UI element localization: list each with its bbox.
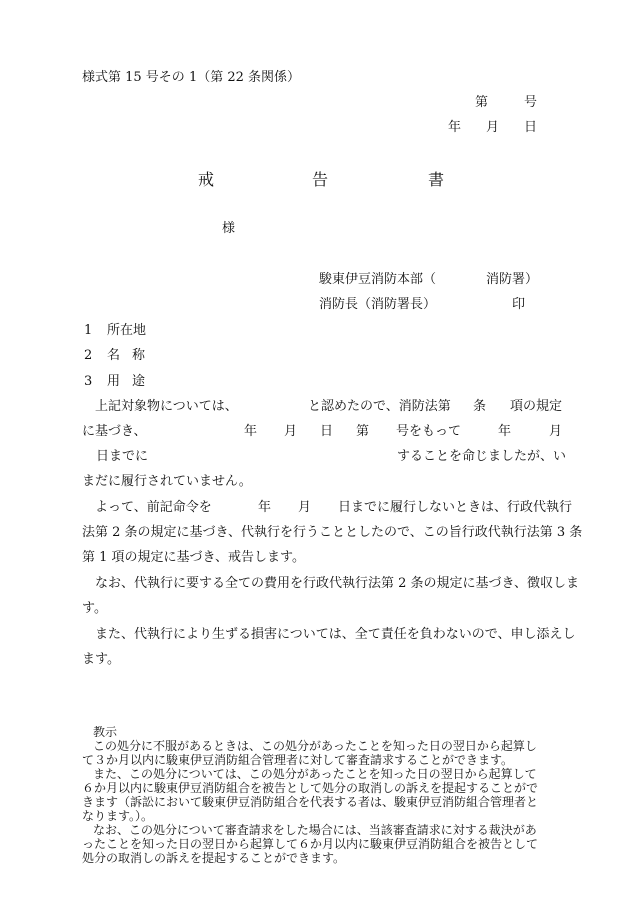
p1-l2-h: 月 (549, 424, 563, 439)
p3-l1: なお、代執行に要する全ての費用を行政代執行法第 2 条の規定に基づき、徴収しま (95, 576, 580, 591)
p4-l1: また、代執行により生ずる損害については、全て責任を負わないので、申し添えし (95, 627, 576, 642)
issuer-line1-b: 消防署） (486, 272, 539, 287)
instruction-line-9: 処分の取消しの訴えを提起することができます。 (82, 851, 346, 865)
title-char-kai: 戒 (198, 170, 215, 189)
p1-l2-g: 年 (498, 424, 512, 439)
p1-l1-b: と認めたので、消防法第 (308, 399, 451, 414)
form-number: 様式第 15 号その 1（第 22 条関係） (82, 70, 301, 85)
doc-number-dai: 第 (475, 95, 489, 110)
issuer-line1-a: 駿東伊豆消防本部（ (319, 272, 437, 287)
instruction-line-1: この処分に不服があるときは、この処分があったことを知った日の翌日から起算し (93, 739, 537, 753)
p1-l1-a: 上記対象物については、 (95, 399, 238, 414)
item-1-label: 所在地 (107, 323, 147, 338)
instruction-line-4: ６か月以内に駿東伊豆消防組合を被告として処分の取消しの訴えを提起することがで (82, 781, 539, 795)
p1-l3-a: 日までに (96, 449, 149, 464)
p1-l4: まだに履行されていません。 (82, 474, 252, 489)
instruction-heading: 教示 (93, 725, 118, 739)
instruction-line-7: なお、この処分について審査請求をした場合には、当該審査請求に対する裁決があ (93, 823, 537, 837)
p1-l2-b: 年 (244, 424, 258, 439)
p1-l3-b: することを命じましたが、い (397, 449, 567, 464)
issuer-seal: 印 (512, 297, 526, 312)
doc-date-month: 月 (486, 120, 500, 135)
doc-number-go: 号 (524, 95, 538, 110)
issuer-line2: 消防長（消防署長） (319, 297, 437, 312)
p1-l2-a: に基づき、 (82, 424, 147, 439)
p1-l1-c: 条 (473, 399, 487, 414)
instruction-line-5: きます（訴訟において駿東伊豆消防組合を代表する者は、駿東伊豆消防組合管理者と (82, 795, 539, 809)
p1-l1-d: 項の規定 (510, 399, 563, 414)
item-2-label-b: 称 (132, 348, 146, 363)
p2-l1-a: よって、前記命令を (95, 500, 212, 515)
item-3-label-a: 用 (107, 374, 121, 389)
item-3-number: 3 (84, 374, 93, 389)
p4-l2: ます。 (82, 652, 120, 667)
p2-l1-c: 月 (298, 500, 312, 515)
item-2-label-a: 名 (107, 348, 121, 363)
p2-l1-b: 年 (258, 500, 272, 515)
instruction-line-6: なります。）。 (82, 809, 154, 823)
instruction-line-8: ったことを知った日の翌日から起算して６か月以内に駿東伊豆消防組合を被告として (82, 837, 539, 851)
doc-date-year: 年 (448, 120, 462, 135)
doc-date-day: 日 (524, 120, 538, 135)
p1-l2-e: 第 (356, 424, 370, 439)
item-2-number: 2 (84, 348, 93, 363)
instruction-line-2: て３か月以内に駿東伊豆消防組合管理者に対して審査請求することができます。 (82, 753, 514, 767)
title-char-sho: 書 (428, 170, 445, 189)
p1-l2-c: 月 (284, 424, 298, 439)
p3-l2: す。 (82, 601, 107, 616)
item-3-label-b: 途 (132, 374, 146, 389)
title-char-koku: 告 (312, 170, 329, 189)
p2-l2: 法第 2 条の規定に基づき、代執行を行うこととしたので、この旨行政代執行法第 3 条 (82, 525, 583, 540)
p2-l1-d: 日までに履行しないときは、行政代執行 (338, 500, 573, 515)
addressee-suffix: 様 (222, 221, 236, 236)
instruction-line-3: また、この処分については、この処分があったことを知った日の翌日から起算して (93, 767, 537, 781)
p1-l2-d: 日 (320, 424, 334, 439)
p1-l2-f: 号をもって (396, 424, 462, 439)
item-1-number: 1 (84, 323, 93, 338)
p2-l3: 第 1 項の規定に基づき、戒告します。 (82, 550, 305, 565)
